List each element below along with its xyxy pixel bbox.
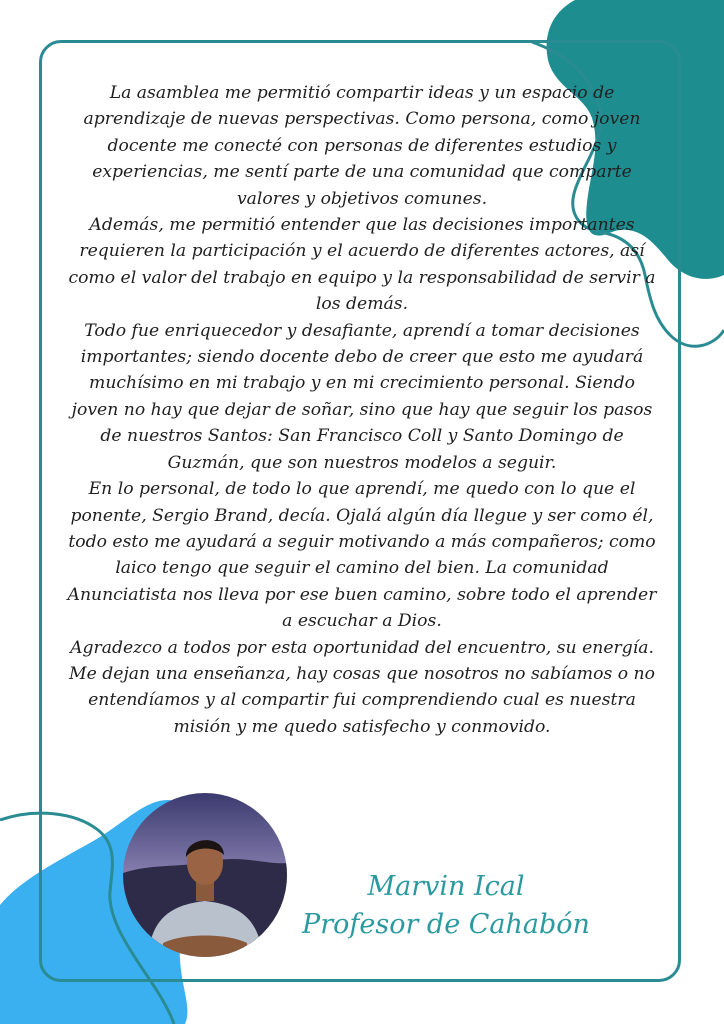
author-name: Marvin Ical [367, 871, 525, 902]
author-photo [123, 793, 287, 957]
paragraph: Agradezco a todos por esta oportunidad del encuentro, su energía. Me dejan una enseñanza, hay cosas que nosotros no sabíamos o no entendíamos y al compartir fui comprendiendo cual es nuestra misión y me quedo satisfecho y conmovido. [69, 637, 655, 737]
paragraph: Además, me permitió entender que las decisiones importantes requieren la participación y el acuerdo de diferentes actores, así como el valor del trabajo en equipo y la responsabilidad de servir a los demás. [68, 215, 656, 315]
paragraph: En lo personal, de todo lo que aprendí, me quedo con lo que el ponente, Sergio Brand, decía. Ojalá algún día llegue y ser como él, todo esto me ayudará a seguir motivando a más compañeros; como laico tengo que seguir el camino del bien. La comunidad Anunciatista nos lleva por ese buen camino, sobre todo el aprender a escuchar a Dios. [67, 479, 657, 632]
signature-block [296, 868, 596, 944]
author-role: Profesor de Cahabón [302, 909, 590, 940]
letter-body [64, 80, 660, 740]
paragraph: Todo fue enriquecedor y desafiante, aprendí a tomar decisiones importantes; siendo docente debo de creer que esto me ayudará muchísimo en mi trabajo y en mi crecimiento personal. Siendo joven no hay que dejar de soñar, sino que hay que seguir los pasos de nuestros Santos: San Francisco Coll y Santo Domingo de Guzmán, que son nuestros modelos a seguir. [71, 320, 653, 473]
paragraph: La asamblea me permitió compartir ideas y un espacio de aprendizaje de nuevas perspectivas. Como persona, como joven docente me conecté con personas de diferentes estudios y experiencias, me sentí parte de una comunidad que comparte valores y objetivos comunes. [83, 83, 641, 209]
